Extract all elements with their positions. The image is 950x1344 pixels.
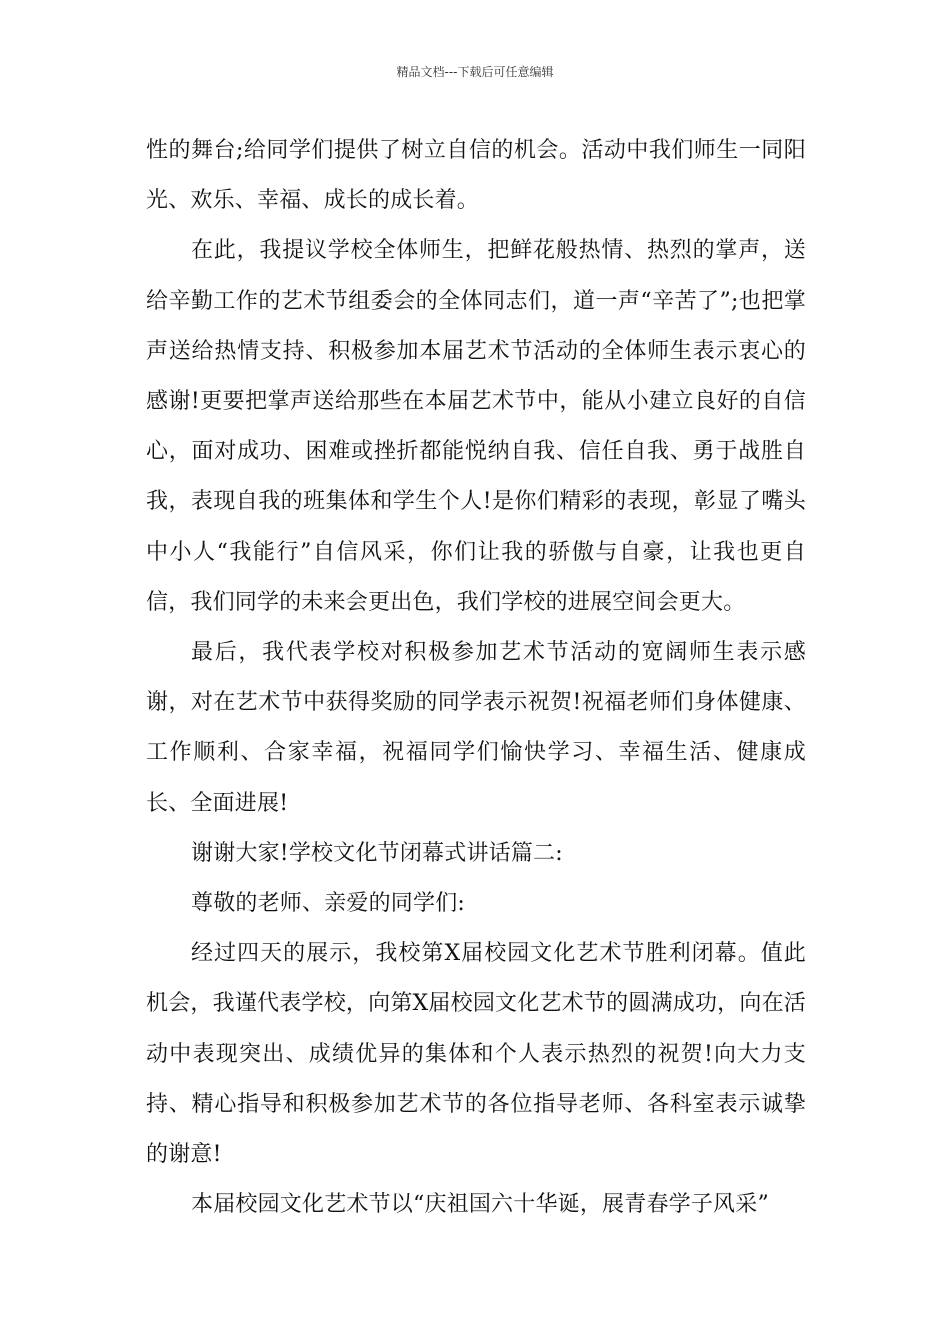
paragraph: 尊敬的老师、亲爱的同学们: (191, 891, 466, 917)
paragraph: 最后，我代表学校对积极参加艺术节活动的宽阔师生表示感谢，对在艺术节中获得奖励的同学表示祝贺!祝福老师们身体健康、工作顺利、合家幸福，祝福同学们愉快学习、幸福生活、健康成长、全面进展! (146, 640, 806, 816)
page-header: 精品文档---下载后可任意编辑 (396, 65, 554, 79)
document-body (146, 126, 806, 1230)
paragraph: 性的舞台;给同学们提供了树立自信的机会。活动中我们师生一同阳光、欢乐、幸福、成长的成长着。 (146, 138, 806, 214)
paragraph: 本届校园文化艺术节以“庆祖国六十华诞，展青春学子风采” (191, 1192, 769, 1218)
paragraph: 在此，我提议学校全体师生，把鲜花般热情、热烈的掌声，送给辛勤工作的艺术节组委会的全体同志们，道一声“辛苦了”;也把掌声送给热情支持、积极参加本届艺术节活动的全体师生表示衷心的感谢!更要把掌声送给那些在本届艺术节中，能从小建立良好的自信心，面对成功、困难或挫折都能悦纳自我、信任自我、勇于战胜自我，表现自我的班集体和学生个人!是你们精彩的表现，彰显了嘴头中小人“我能行”自信风采，你们让我的骄傲与自豪，让我也更自信，我们同学的未来会更出色，我们学校的进展空间会更大。 (146, 238, 806, 615)
paragraph: 经过四天的展示，我校第X届校园文化艺术节胜利闭幕。值此机会，我谨代表学校，向第X届校园文化艺术节的圆满成功，向在活动中表现突出、成绩优异的集体和个人表示热烈的祝贺!向大力支持、精心指导和积极参加艺术节的各位指导老师、各科室表示诚挚的谢意! (146, 941, 806, 1168)
paragraph: 谢谢大家!学校文化节闭幕式讲话篇二: (191, 840, 563, 866)
